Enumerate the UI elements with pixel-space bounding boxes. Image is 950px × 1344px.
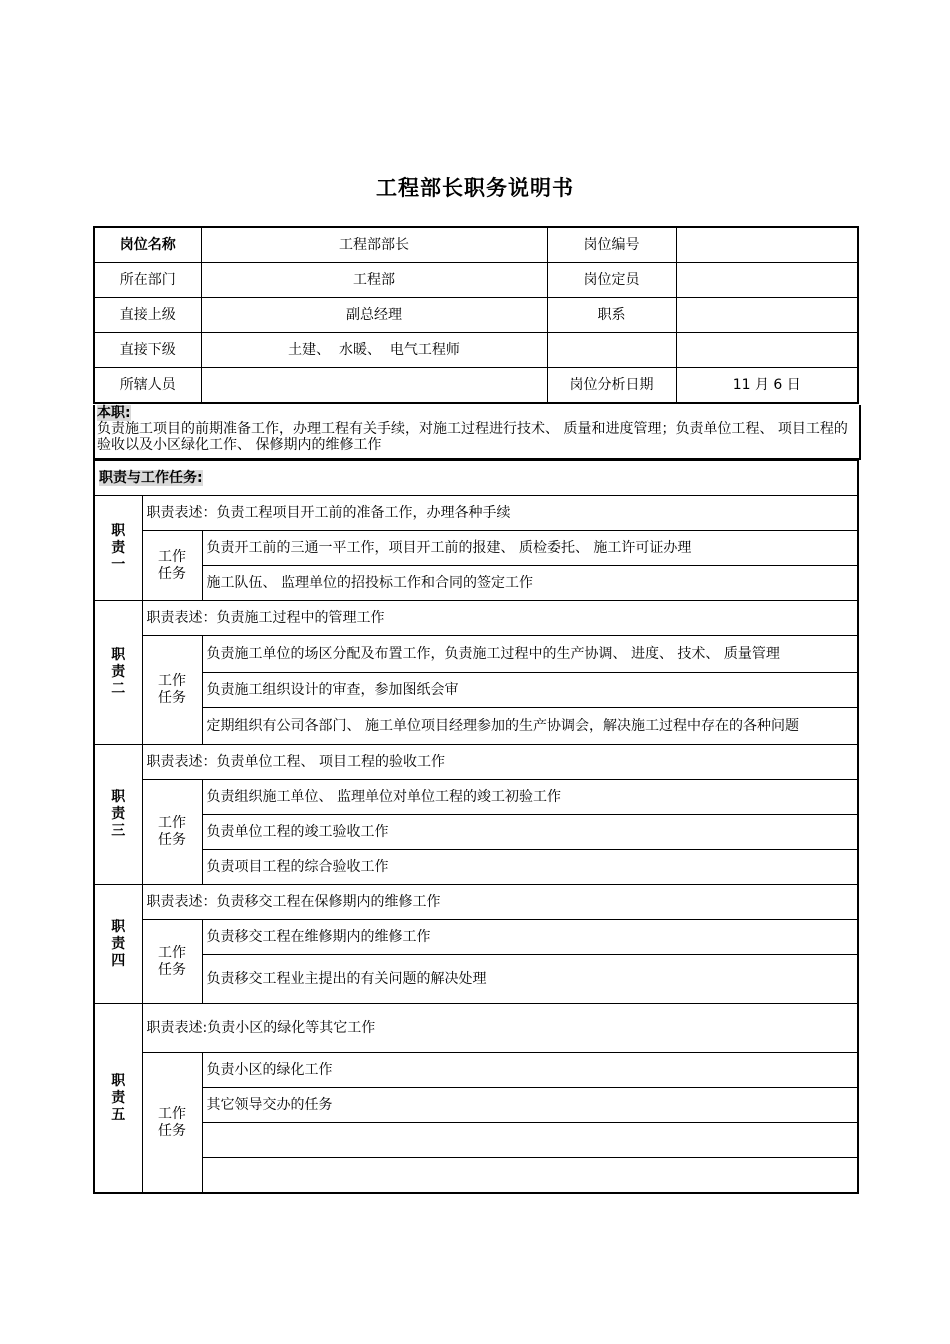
task-cell: 定期组织有公司各部门、 施工单位项目经理参加的生产协调会，解决施工过程中存在的各种问题 — [202, 708, 858, 745]
table-row — [94, 636, 858, 673]
job-summary-label: 本职: — [97, 405, 131, 421]
task-cell: 负责单位工程的竣工验收工作 — [202, 815, 858, 850]
work-task-label: 工作 任务 — [142, 531, 202, 601]
work-task-label: 工作 任务 — [142, 920, 202, 1004]
task-cell: 施工队伍、 监理单位的招投标工作和合同的签定工作 — [202, 566, 858, 601]
table-row — [94, 885, 858, 920]
series-value — [676, 298, 858, 333]
superior-label: 直接上级 — [94, 298, 201, 333]
table-row — [94, 531, 858, 566]
task-cell: 负责移交工程业主提出的有关问题的解决处理 — [202, 955, 858, 1004]
duty-description: 职责表述：负责施工过程中的管理工作 — [142, 601, 858, 636]
series-label: 职系 — [547, 298, 676, 333]
duty-label: 职 责 二 — [94, 601, 142, 745]
task-cell: 负责施工单位的场区分配及布置工作，负责施工过程中的生产协调、 进度、 技术、 质量管理 — [202, 636, 858, 673]
task-cell: 负责施工组织设计的审查，参加图纸会审 — [202, 673, 858, 708]
superior-value: 副总经理 — [201, 298, 547, 333]
position-name-value: 工程部部长 — [201, 227, 547, 263]
headcount-value — [676, 263, 858, 298]
table-row — [94, 1123, 858, 1158]
work-task-label: 工作 任务 — [142, 1053, 202, 1194]
table-row — [94, 601, 858, 636]
duties-header — [94, 461, 858, 496]
table-row — [94, 298, 858, 333]
headcount-label: 岗位定员 — [547, 263, 676, 298]
work-task-label: 工作 任务 — [142, 636, 202, 745]
task-cell: 负责项目工程的综合验收工作 — [202, 850, 858, 885]
task-cell: 负责小区的绿化工作 — [202, 1053, 858, 1088]
basic-info-table — [93, 226, 859, 404]
duty-label: 职 责 一 — [94, 496, 142, 601]
table-row — [94, 673, 858, 708]
dept-value: 工程部 — [201, 263, 547, 298]
document-title: 工程部长职务说明书 — [376, 176, 574, 200]
table-row — [94, 780, 858, 815]
table-row — [94, 333, 858, 368]
table-row — [94, 566, 858, 601]
table-row — [94, 1158, 858, 1194]
job-summary — [93, 405, 861, 460]
empty-cell — [676, 333, 858, 368]
job-summary-text: 负责施工项目的前期准备工作，办理工程有关手续，对施工过程进行技术、 质量和进度管理；负责单位工程、 项目工程的验收以及小区绿化工作、 保修期内的维修工作 — [97, 421, 848, 453]
duty-description: 职责表述：负责工程项目开工前的准备工作，办理各种手续 — [142, 496, 858, 531]
table-row — [94, 1053, 858, 1088]
duty-description: 职责表述:负责小区的绿化等其它工作 — [142, 1004, 858, 1053]
duties-header-label: 职责与工作任务: — [99, 469, 203, 486]
duty-label: 职 责 五 — [94, 1004, 142, 1194]
staff-label: 所辖人员 — [94, 368, 201, 404]
duty-description: 职责表述：负责移交工程在保修期内的维修工作 — [142, 885, 858, 920]
dept-label: 所在部门 — [94, 263, 201, 298]
table-row — [94, 461, 858, 496]
task-cell: 负责组织施工单位、 监理单位对单位工程的竣工初验工作 — [202, 780, 858, 815]
table-row — [94, 850, 858, 885]
position-no-label: 岗位编号 — [547, 227, 676, 263]
task-cell — [202, 1158, 858, 1194]
analysis-date-label: 岗位分析日期 — [547, 368, 676, 404]
staff-value — [201, 368, 547, 404]
task-cell: 其它领导交办的任务 — [202, 1088, 858, 1123]
duty-label: 职 责 三 — [94, 745, 142, 885]
table-row — [94, 1004, 858, 1053]
duties-table — [93, 460, 859, 1194]
table-row — [94, 920, 858, 955]
position-name-label: 岗位名称 — [94, 227, 201, 263]
duty-description: 职责表述：负责单位工程、 项目工程的验收工作 — [142, 745, 858, 780]
duty-label: 职 责 四 — [94, 885, 142, 1004]
table-row — [94, 745, 858, 780]
subordinate-label: 直接下级 — [94, 333, 201, 368]
task-cell: 负责开工前的三通一平工作，项目开工前的报建、 质检委托、 施工许可证办理 — [202, 531, 858, 566]
subordinate-value: 土建、 水暖、 电气工程师 — [201, 333, 547, 368]
table-row — [94, 263, 858, 298]
work-task-label: 工作 任务 — [142, 780, 202, 885]
task-cell: 负责移交工程在维修期内的维修工作 — [202, 920, 858, 955]
table-row — [94, 708, 858, 745]
table-row — [94, 955, 858, 1004]
position-no-value — [676, 227, 858, 263]
table-row — [94, 227, 858, 263]
table-row — [94, 368, 858, 404]
empty-cell — [547, 333, 676, 368]
analysis-date-value: 11 月 6 日 — [676, 368, 858, 404]
table-row — [94, 1088, 858, 1123]
task-cell — [202, 1123, 858, 1158]
table-row — [94, 815, 858, 850]
table-row — [94, 496, 858, 531]
